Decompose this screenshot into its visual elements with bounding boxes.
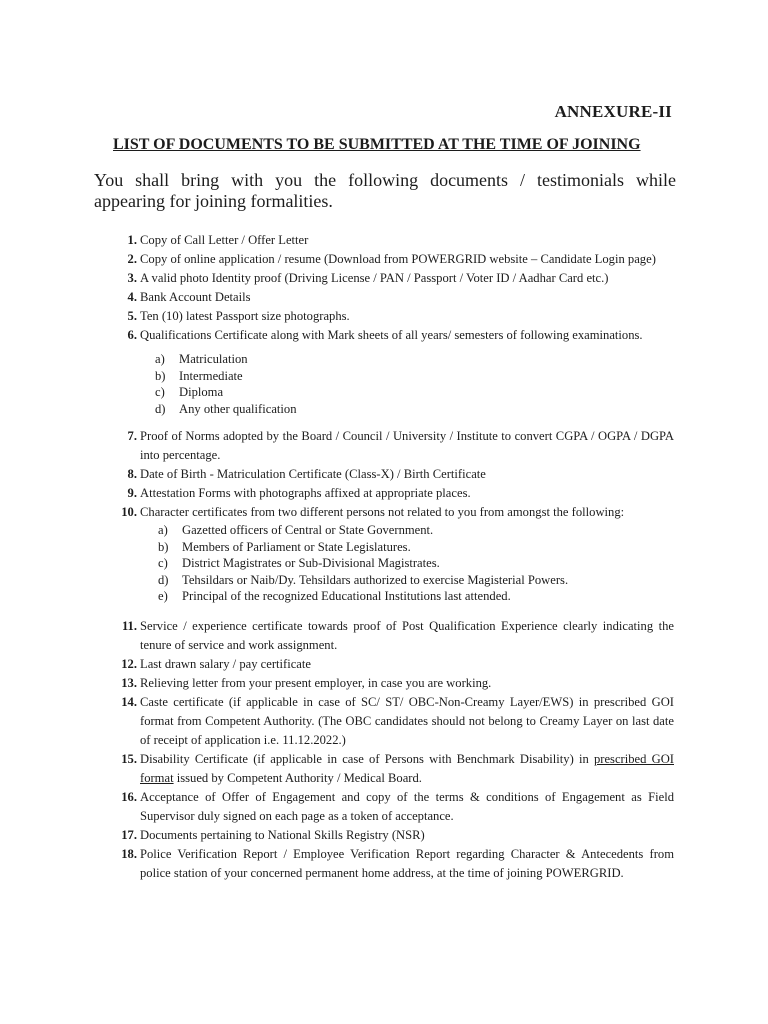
list-item	[108, 250, 674, 269]
sub-list-item	[155, 401, 674, 418]
annexure-label: ANNEXURE-II	[554, 102, 672, 121]
list-item	[108, 269, 674, 288]
item-number: 15.	[121, 751, 137, 766]
item-number: 11.	[121, 618, 137, 633]
item-text: Police Verification Report / Employee Verification Report regarding Character & Antecedents from police station of your concerned permanent home address, at the time of joining POWERGRID.	[140, 846, 674, 880]
item-text: Date of Birth - Matriculation Certificate (Class-X) / Birth Certificate	[140, 467, 486, 481]
list-item	[108, 788, 674, 826]
item-text: Caste certificate (if applicable in case of SC/ ST/ OBC-Non-Creamy Layer/EWS) in prescribed GOI format from Competent Authority. (The OBC candidates should not belong to Creamy Layer on last date of receipt of application i.e. 11.12.2022.)	[140, 694, 674, 747]
document-title: LIST OF DOCUMENTS TO BE SUBMITTED AT THE TIME OF JOINING	[113, 136, 641, 153]
sub-item-letter: a)	[155, 352, 165, 366]
sub-list-item	[155, 368, 674, 385]
sub-item-text: Any other qualification	[179, 401, 297, 416]
list-item	[108, 288, 674, 307]
sub-list-item	[155, 351, 674, 368]
item-number: 8.	[127, 467, 137, 481]
item-number: 14.	[121, 694, 137, 709]
item-text: Last drawn salary / pay certificate	[140, 656, 311, 671]
sub-item-letter: b)	[158, 539, 169, 554]
sub-item-letter: d)	[158, 572, 169, 587]
sub-item-text: District Magistrates or Sub-Divisional Magistrates.	[182, 556, 440, 570]
list-item	[108, 484, 674, 503]
sub-list	[155, 351, 674, 417]
item-number: 5.	[127, 309, 137, 323]
sub-item-text: Intermediate	[179, 368, 243, 383]
list-item	[108, 503, 674, 522]
item-number: 18.	[121, 846, 137, 861]
intro-paragraph: You shall bring with you the following documents / testimonials while appearing for joining formalities.	[94, 170, 676, 211]
item-number: 3.	[127, 271, 137, 285]
list-item	[108, 307, 674, 326]
item-text: Bank Account Details	[140, 290, 251, 304]
sub-list-item	[158, 522, 674, 539]
item-text: Copy of online application / resume (Download from POWERGRID website – Candidate Login page)	[140, 252, 656, 266]
item-number: 13.	[121, 675, 137, 690]
sub-item-text: Tehsildars or Naib/Dy. Tehsildars authorized to exercise Magisterial Powers.	[182, 572, 569, 587]
list-item	[108, 845, 674, 883]
item-number: 1.	[127, 233, 137, 247]
item-text: Documents pertaining to National Skills Registry (NSR)	[140, 827, 425, 842]
item-text: Relieving letter from your present employer, in case you are working.	[140, 675, 492, 690]
sub-list-item	[158, 572, 674, 589]
sub-item-text: Matriculation	[179, 352, 248, 366]
list-item	[108, 427, 674, 465]
item-number: 9.	[127, 486, 137, 500]
list-item	[108, 750, 674, 788]
list-item	[108, 693, 674, 750]
sub-item-letter: c)	[155, 385, 165, 399]
list-item	[108, 231, 674, 250]
item-text: Acceptance of Offer of Engagement and copy of the terms & conditions of Engagement as Field Supervisor duly signed on each page as a token of acceptance.	[140, 789, 674, 823]
item-number: 4.	[127, 290, 137, 304]
item-number: 17.	[121, 827, 137, 842]
item-text: Character certificates from two different persons not related to you from amongst the following:	[140, 505, 625, 519]
item-number: 7.	[127, 429, 137, 443]
item-text: Ten (10) latest Passport size photographs.	[140, 309, 350, 323]
item-number: 6.	[127, 328, 137, 342]
sub-list	[158, 522, 674, 605]
item-text: A valid photo Identity proof (Driving License / PAN / Passport / Voter ID / Aadhar Card etc.)	[140, 271, 609, 285]
item-text: Copy of Call Letter / Offer Letter	[140, 233, 309, 247]
list-item	[108, 826, 674, 845]
item-text	[140, 750, 674, 788]
underlined-text: prescribed GOI format	[140, 751, 674, 785]
sub-list-item	[158, 588, 674, 605]
sub-item-text: Members of Parliament or State Legislatures.	[182, 539, 411, 554]
documents-list	[108, 231, 674, 883]
sub-item-letter: d)	[155, 401, 166, 416]
sub-item-letter: c)	[158, 556, 168, 570]
item-number: 10.	[121, 505, 137, 519]
item-number: 2.	[127, 252, 137, 266]
sub-item-letter: e)	[158, 589, 168, 603]
item-number: 12.	[121, 656, 137, 671]
sub-item-text: Principal of the recognized Educational Institutions last attended.	[182, 589, 511, 603]
sub-item-text: Gazetted officers of Central or State Government.	[182, 523, 434, 537]
list-item	[108, 674, 674, 693]
sub-list-item	[155, 384, 674, 401]
sub-item-letter: b)	[155, 368, 166, 383]
list-item	[108, 617, 674, 655]
item-text-part: Disability Certificate (if applicable in case of Persons with Benchmark Disability) in	[140, 751, 594, 766]
list-item	[108, 465, 674, 484]
sub-list-item	[158, 555, 674, 572]
item-text: Attestation Forms with photographs affixed at appropriate places.	[140, 486, 471, 500]
sub-item-letter: a)	[158, 523, 168, 537]
item-text-part: issued by Competent Authority / Medical Board.	[173, 770, 422, 785]
sub-list-item	[158, 539, 674, 556]
sub-item-text: Diploma	[179, 385, 224, 399]
item-text: Proof of Norms adopted by the Board / Council / University / Institute to convert CGPA / OGPA / DGPA into percentage.	[140, 429, 674, 462]
list-item	[108, 326, 674, 345]
item-text: Service / experience certificate towards proof of Post Qualification Experience clearly indicating the tenure of service and work assignment.	[140, 618, 674, 652]
item-text: Qualifications Certificate along with Mark sheets of all years/ semesters of following examinations.	[140, 328, 643, 342]
list-item	[108, 655, 674, 674]
item-number: 16.	[121, 789, 137, 804]
